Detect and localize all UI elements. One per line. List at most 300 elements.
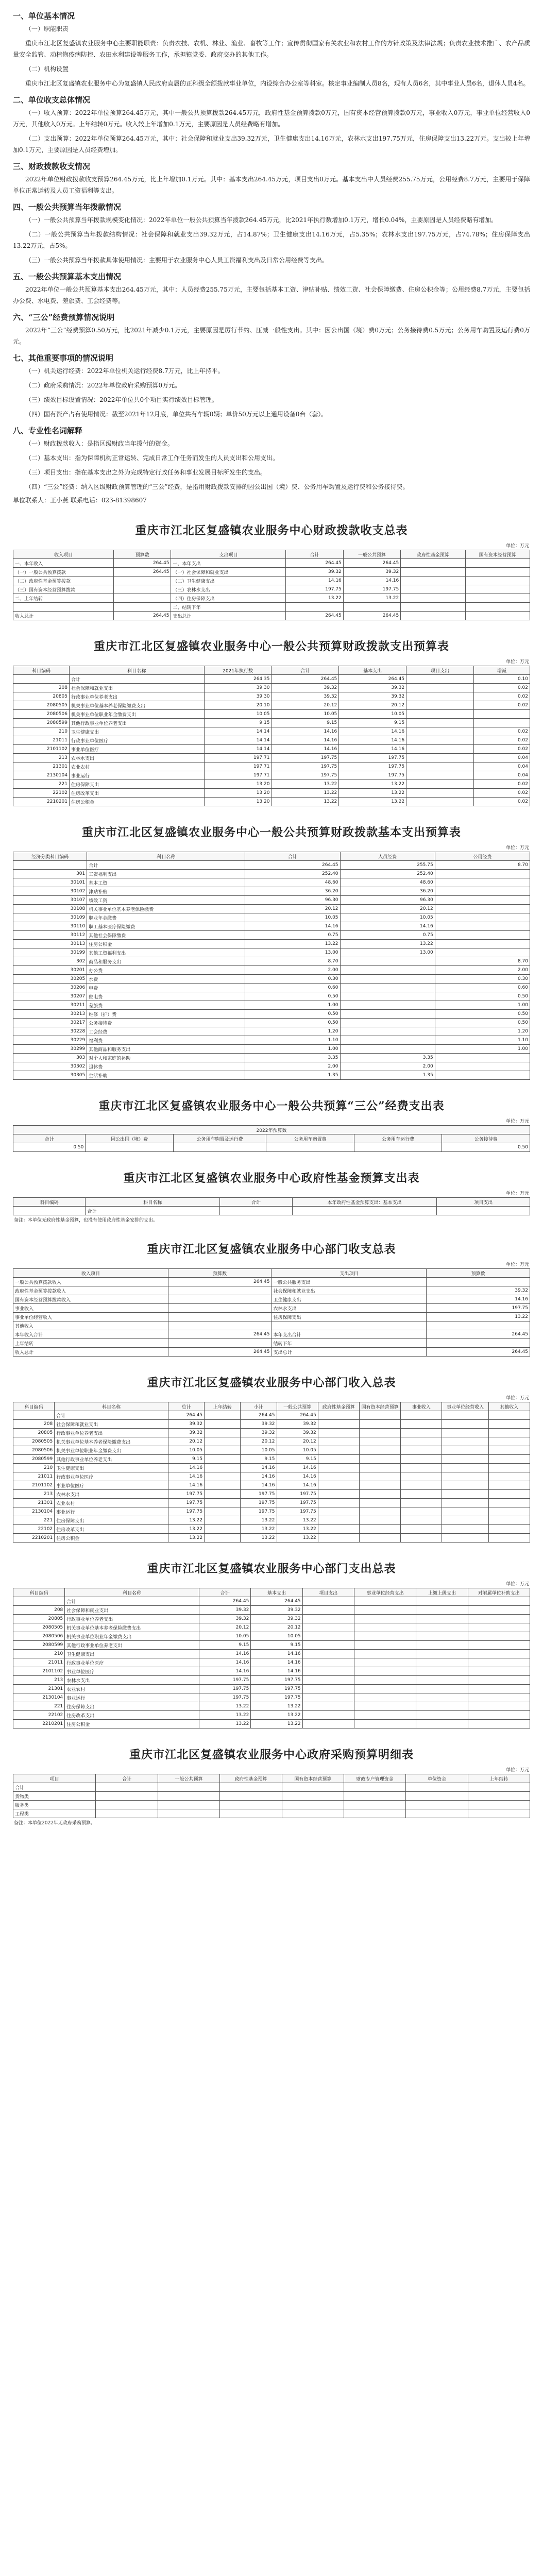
table-cell — [435, 940, 530, 948]
table-cell: 0.50 — [245, 1010, 340, 1019]
table-cell — [406, 701, 474, 710]
table-cell — [354, 1143, 442, 1152]
table-cell — [318, 1455, 359, 1464]
table-cell: 合计 — [65, 1597, 199, 1606]
table-cell — [488, 1516, 530, 1525]
table-cell: 264.45 — [114, 612, 171, 620]
table-cell: 30211 — [13, 1001, 87, 1010]
table-cell — [442, 1516, 488, 1525]
table-row — [13, 878, 530, 887]
column-header: 基本支出 — [339, 666, 406, 675]
table-cell: 14.16 — [277, 1472, 318, 1481]
table-cell — [468, 1667, 530, 1676]
table-cell: 13.22 — [168, 1525, 204, 1534]
table-cell — [340, 1010, 435, 1019]
table-unit: 单位：万元 — [505, 1768, 529, 1773]
table-cell: 13.22 — [272, 780, 339, 789]
table-cell: 3.35 — [340, 1054, 435, 1062]
table-cell — [318, 1464, 359, 1472]
table-row — [13, 1054, 530, 1062]
table-row — [13, 1783, 530, 1792]
table-cell: 197.75 — [277, 1507, 318, 1516]
table-cell: 13.22 — [272, 798, 339, 806]
table-cell: 39.30 — [204, 692, 272, 701]
table-cell — [205, 1525, 241, 1534]
table-cell: 21011 — [13, 1472, 55, 1481]
table-year-header: 2022年预算数 — [13, 1126, 530, 1134]
table-row — [13, 1019, 530, 1027]
table-cell: 14.16 — [241, 1481, 277, 1490]
table-row — [13, 870, 530, 878]
table-note: 备注：本单位无政府性基金预算，也没有使用政府性基金安排的支出。 — [14, 1218, 158, 1223]
table-cell: 264.45 — [199, 1597, 251, 1606]
table-block-7 — [13, 1374, 530, 1543]
table-cell — [435, 931, 530, 940]
table-cell — [272, 1321, 427, 1330]
table-cell: 1.00 — [245, 1001, 340, 1010]
table-header-row — [13, 1269, 530, 1278]
table-title: 重庆市江北区复盛镇农业服务中心政府采购预算明细表 — [129, 1748, 414, 1761]
section-paragraph: （四）“三公”经费：纳入区级财政预算管理的“三公”经费，是指用财政拨款安排的因公出国（境）费、公务用车购置及运行费和公务接待费。 — [25, 483, 409, 490]
table-cell: 农林水支出 — [70, 754, 205, 762]
table-cell: 21301 — [13, 1685, 65, 1693]
table-cell: 264.45 — [286, 612, 343, 620]
table-cell — [340, 1036, 435, 1045]
table-cell: 39.32 — [199, 1606, 251, 1615]
column-header: 公务用车购置费 — [266, 1134, 354, 1143]
column-header: 科目编码 — [13, 1198, 86, 1207]
section-paragraph: （三）项目支出：指在基本支出之外为完成特定行政任务和事业发展目标所发生的支出。 — [25, 469, 267, 476]
table-cell: 14.16 — [339, 736, 406, 745]
table-cell — [488, 1437, 530, 1446]
table-cell: 1.35 — [340, 1071, 435, 1080]
table-cell — [406, 771, 474, 780]
table-cell — [220, 1801, 282, 1809]
table-cell: 1.00 — [435, 1001, 530, 1010]
table-row — [13, 1702, 530, 1711]
table-cell: 210 — [13, 1464, 55, 1472]
table-cell — [354, 1658, 416, 1667]
table-row — [13, 1036, 530, 1045]
table-cell: 264.35 — [204, 675, 272, 684]
table-cell: 264.45 — [277, 1411, 318, 1420]
table-cell: 0.02 — [473, 684, 530, 692]
table-cell — [401, 1525, 442, 1534]
table-cell: 2080506 — [13, 710, 70, 719]
table-cell: 农业农村 — [70, 762, 205, 771]
table-cell: 事业单位医疗 — [65, 1667, 199, 1676]
table-cell: 30207 — [13, 992, 87, 1001]
table-cell — [340, 966, 435, 975]
table-cell — [205, 1411, 241, 1420]
table-row — [13, 1693, 530, 1702]
table-cell: 252.40 — [245, 870, 340, 878]
table-cell: 卫生健康支出 — [70, 727, 205, 736]
table-cell: 301 — [13, 870, 87, 878]
table-cell — [401, 1429, 442, 1437]
section-paragraph: （一）一般公共预算当年拨款规模变化情况：2022年单位一般公共预算当年拨款264.45万元，比2021年执行数增加0.1万元，增长0.04%，主要原因是人员经费略有增加。 — [25, 216, 498, 224]
table-cell — [468, 1641, 530, 1650]
table-cell: 303 — [13, 1054, 87, 1062]
table-cell — [302, 1615, 354, 1623]
column-header: 财政专户管理资金 — [344, 1774, 405, 1783]
table-cell: 事业单位经营收入 — [13, 1313, 168, 1321]
table-cell — [468, 1809, 530, 1818]
table-cell — [205, 1446, 241, 1455]
table-cell: 39.32 — [427, 1286, 530, 1295]
table-cell: 39.32 — [277, 1420, 318, 1429]
table-cell — [435, 896, 530, 905]
table-cell: 住房公积金 — [65, 1720, 199, 1728]
table-cell — [302, 1685, 354, 1693]
table-cell: 其他行政事业单位养老支出 — [70, 719, 205, 727]
column-header: 支出项目 — [272, 1269, 427, 1278]
section-heading: 六、“三公”经费预算情况说明 — [13, 313, 115, 322]
table-row — [13, 789, 530, 798]
table-cell — [416, 1711, 468, 1720]
table-cell: 机关事业单位职业年金缴费支出 — [55, 1446, 168, 1455]
table-cell: 30229 — [13, 1036, 87, 1045]
table-title: 重庆市江北区复盛镇农业服务中心部门收入总表 — [147, 1376, 396, 1389]
table-cell: 30110 — [13, 922, 87, 931]
table-cell — [359, 1420, 400, 1429]
table-cell — [435, 905, 530, 913]
table-cell: 差旅费 — [87, 1001, 245, 1010]
table-cell: 0.02 — [473, 789, 530, 798]
table-cell: 合计 — [70, 675, 205, 684]
table-cell: 197.71 — [204, 754, 272, 762]
table-cell — [302, 1693, 354, 1702]
table-cell: 30101 — [13, 878, 87, 887]
table-block-2 — [13, 638, 530, 806]
table-cell: 13.20 — [204, 789, 272, 798]
table-cell — [442, 1490, 488, 1499]
table-cell — [401, 1490, 442, 1499]
table-cell: 14.16 — [427, 1295, 530, 1304]
column-header: 收入项目 — [13, 550, 114, 559]
table-cell: 96.30 — [340, 896, 435, 905]
table-cell — [401, 1499, 442, 1507]
table-cell: 264.45 — [427, 1330, 530, 1339]
table-row — [13, 754, 530, 762]
table-cell — [205, 1420, 241, 1429]
table-row — [13, 736, 530, 745]
table-cell — [406, 736, 474, 745]
table-cell: 30102 — [13, 887, 87, 896]
table-cell: 14.16 — [251, 1658, 302, 1667]
section-paragraph: （三）一般公共预算当年拨款具体使用情况：主要用于农业服务中心人员工资福利支出及日常公用经费等支出。 — [25, 257, 329, 264]
table-cell — [318, 1420, 359, 1429]
table-cell: 0.10 — [473, 675, 530, 684]
table-cell — [286, 603, 343, 612]
column-header: 本年政府性基金预算支出：基本支出 — [292, 1198, 437, 1207]
table-cell: 9.15 — [168, 1455, 204, 1464]
table-cell: 1.00 — [435, 1045, 530, 1054]
table-cell: 卫生健康支出 — [65, 1650, 199, 1658]
table-cell — [442, 1437, 488, 1446]
table-cell — [416, 1641, 468, 1650]
table-cell: （四）住房保障支出 — [171, 594, 286, 603]
section-paragraph: （二）支出预算：2022年单位预算264.45万元，其中：社会保障和就业支出39.32万元，卫生健康支出14.16万元，农林水支出197.75万元，住房保障支出13.22万元。支出较上年增加0.1万元，主要原因是人员经费增加。 — [13, 135, 530, 154]
table-cell: 264.45 — [168, 1278, 272, 1286]
table-cell: 收入总计 — [13, 1348, 168, 1357]
table-cell: 36.20 — [245, 887, 340, 896]
table-cell: 商品和服务支出 — [87, 957, 245, 966]
table-cell — [416, 1667, 468, 1676]
table-cell: 39.32 — [251, 1606, 302, 1615]
table-block-4 — [13, 1097, 530, 1152]
table-cell — [406, 727, 474, 736]
table-cell — [488, 1507, 530, 1516]
table-block-6 — [13, 1241, 530, 1357]
table-cell: 行政事业单位养老支出 — [55, 1429, 168, 1437]
table-cell — [435, 913, 530, 922]
table-row — [13, 1711, 530, 1720]
table-row — [13, 1801, 530, 1809]
table-cell: 基本工资 — [87, 878, 245, 887]
table-row — [13, 594, 530, 603]
table-block-1 — [13, 522, 530, 620]
table-cell — [205, 1455, 241, 1464]
column-header: 经济分类科目编码 — [13, 852, 87, 861]
table-cell: 0.50 — [442, 1143, 530, 1152]
table-cell — [340, 1045, 435, 1054]
table-cell: 邮电费 — [87, 992, 245, 1001]
table-cell: 1.20 — [245, 1027, 340, 1036]
table-cell — [401, 1455, 442, 1464]
table-cell — [406, 762, 474, 771]
table-cell — [465, 577, 530, 585]
table-cell: 1.35 — [245, 1071, 340, 1080]
table-cell — [401, 1464, 442, 1472]
table-cell — [359, 1455, 400, 1464]
table-cell: 本年支出合计 — [272, 1330, 427, 1339]
table-cell — [318, 1490, 359, 1499]
table-cell — [168, 1321, 272, 1330]
column-header: 事业单位经营支出 — [354, 1588, 416, 1597]
table-cell: 2.00 — [245, 966, 340, 975]
table-cell — [401, 1481, 442, 1490]
table-cell: 1.10 — [435, 1036, 530, 1045]
table-cell — [442, 1507, 488, 1516]
column-header: 项目支出 — [406, 666, 474, 675]
table-cell: 合计 — [86, 1207, 220, 1215]
table-cell — [442, 1455, 488, 1464]
table-unit: 单位：万元 — [505, 1262, 529, 1267]
table-cell — [302, 1641, 354, 1650]
table-cell: 14.16 — [277, 1464, 318, 1472]
column-header: 上年结转 — [468, 1774, 530, 1783]
table-cell: 30299 — [13, 1045, 87, 1054]
table-row — [13, 1045, 530, 1054]
column-header: 一般公共预算 — [277, 1402, 318, 1411]
table-cell: 264.45 — [241, 1411, 277, 1420]
table-cell: 二、上年结转 — [13, 594, 114, 603]
table-cell — [86, 1143, 174, 1152]
column-header: 小计 — [241, 1402, 277, 1411]
table-row — [13, 1143, 530, 1152]
table-cell: 办公费 — [87, 966, 245, 975]
table-cell — [354, 1650, 416, 1658]
table-cell — [468, 1783, 530, 1792]
table-cell — [435, 1054, 530, 1062]
table-cell — [465, 603, 530, 612]
table-row — [13, 975, 530, 984]
table-cell: 事业单位医疗 — [55, 1481, 168, 1490]
table-cell: 公务接待费 — [87, 1019, 245, 1027]
table-cell: 213 — [13, 1676, 65, 1685]
table-title: 重庆市江北区复盛镇农业服务中心政府性基金预算支出表 — [123, 1172, 420, 1185]
table-cell — [354, 1632, 416, 1641]
table-cell — [401, 1437, 442, 1446]
table-row — [13, 966, 530, 975]
table-unit: 单位：万元 — [505, 1582, 529, 1587]
section-paragraph: 重庆市江北区复盛镇农业服务中心主要职能职责：负责农技、农机、林业、渔业、畜牧等工作；宣传贯彻国家有关农业和农村工作的方针政策及法律法规；负责农业技术推广、农产品质量安全监管、动植物疫病防控、农田水利建设等服务工作，承担镇党委、政府交办的其他工作。 — [13, 40, 530, 58]
table-cell — [442, 1464, 488, 1472]
table-cell: 30113 — [13, 940, 87, 948]
table-cell — [401, 1411, 442, 1420]
table-header-row — [13, 1402, 530, 1411]
table-cell: 8.70 — [435, 957, 530, 966]
table-cell: 事业单位医疗 — [70, 745, 205, 754]
table-cell: 合计 — [13, 1783, 96, 1792]
table-cell — [354, 1711, 416, 1720]
column-header: 预算数 — [427, 1269, 530, 1278]
section-heading: 三、财政拨款收支情况 — [13, 162, 91, 171]
table-cell: 住房改革支出 — [55, 1525, 168, 1534]
table-cell: 14.16 — [251, 1650, 302, 1658]
table-cell: 264.45 — [427, 1348, 530, 1357]
table-cell — [435, 878, 530, 887]
table-cell — [359, 1525, 400, 1534]
table-cell: 其他行政事业单位养老支出 — [65, 1641, 199, 1650]
table-cell: 0.50 — [435, 1010, 530, 1019]
table-row — [13, 896, 530, 905]
table-cell — [354, 1606, 416, 1615]
table-cell: 197.75 — [251, 1676, 302, 1685]
table-cell: 13.22 — [286, 594, 343, 603]
table-cell — [302, 1623, 354, 1632]
table-header-row — [13, 1774, 530, 1783]
section-heading: 二、单位收支总体情况 — [13, 95, 91, 105]
table-cell — [359, 1499, 400, 1507]
table-cell — [406, 1792, 468, 1801]
table-cell: 0.02 — [473, 780, 530, 789]
section-paragraph: （三）绩效目标设置情况：2022年单位共0个项目实行绩效目标管理。 — [25, 396, 218, 403]
table-cell: 0.30 — [435, 975, 530, 984]
table-cell — [465, 585, 530, 594]
table-cell: 264.45 — [168, 1330, 272, 1339]
table-cell — [354, 1615, 416, 1623]
table-cell — [359, 1481, 400, 1490]
table-row — [13, 771, 530, 780]
table-row — [13, 931, 530, 940]
table-cell: 13.22 — [339, 780, 406, 789]
table-cell: （三）农林水支出 — [171, 585, 286, 594]
table-cell — [354, 1623, 416, 1632]
table-cell: 30302 — [13, 1062, 87, 1071]
table-row — [13, 612, 530, 620]
table-cell: 住房改革支出 — [70, 789, 205, 798]
table-cell: 2130104 — [13, 1507, 55, 1516]
column-header: 科目名称 — [65, 1588, 199, 1597]
table-cell — [13, 861, 87, 870]
table-cell: 0.50 — [435, 1019, 530, 1027]
table-row — [13, 1597, 530, 1606]
table-cell — [406, 692, 474, 701]
table-cell — [437, 1207, 530, 1215]
table-cell: 13.22 — [277, 1516, 318, 1525]
column-header: 公务用车运行费 — [354, 1134, 442, 1143]
table-cell — [468, 1632, 530, 1641]
table-cell — [468, 1720, 530, 1728]
table-cell: 20.12 — [241, 1437, 277, 1446]
table-cell: 0.60 — [245, 984, 340, 992]
table-cell: 住房保障支出 — [70, 780, 205, 789]
table-row — [13, 1295, 530, 1304]
table-cell: 住房公积金 — [87, 940, 245, 948]
table-cell: 13.20 — [204, 798, 272, 806]
table-cell: 一般公共预算拨款收入 — [13, 1278, 168, 1286]
table-row — [13, 1286, 530, 1295]
table-cell: 9.15 — [277, 1455, 318, 1464]
table-t4 — [13, 1125, 530, 1152]
table-cell: 13.22 — [199, 1711, 251, 1720]
table-block-8 — [13, 1560, 530, 1728]
table-title: 重庆市江北区复盛镇农业服务中心财政拨款收支总表 — [135, 524, 408, 537]
table-cell: 0.50 — [13, 1143, 86, 1152]
table-row — [13, 745, 530, 754]
table-cell: 农业农村 — [55, 1499, 168, 1507]
table-cell: 221 — [13, 1702, 65, 1711]
table-cell — [488, 1429, 530, 1437]
table-cell: （三）国有资本经营预算拨款 — [13, 585, 114, 594]
table-cell: 收入总计 — [13, 612, 114, 620]
table-cell — [435, 948, 530, 957]
section-paragraph: （四）国有资产占有使用情况：截至2021年12月底，单位共有车辆0辆；单价50万元以上通用设备0台（套）。 — [25, 411, 328, 418]
table-row — [13, 1615, 530, 1623]
table-row — [13, 984, 530, 992]
table-row — [13, 1429, 530, 1437]
table-cell: 14.16 — [168, 1481, 204, 1490]
section-heading: 五、一般公共预算基本支出情况 — [13, 272, 122, 281]
table-cell: 14.16 — [168, 1464, 204, 1472]
table-row — [13, 1685, 530, 1693]
table-cell: 工会经费 — [87, 1027, 245, 1036]
table-title: 重庆市江北区复盛镇农业服务中心部门支出总表 — [147, 1562, 396, 1575]
table-row — [13, 585, 530, 594]
table-row — [13, 1490, 530, 1499]
table-t2 — [13, 666, 530, 806]
table-cell — [318, 1534, 359, 1543]
table-cell — [468, 1650, 530, 1658]
table-row — [13, 1001, 530, 1010]
table-cell — [354, 1720, 416, 1728]
table-cell: 197.75 — [277, 1490, 318, 1499]
table-cell: 14.16 — [286, 577, 343, 585]
table-cell — [96, 1809, 158, 1818]
table-cell: 13.22 — [251, 1711, 302, 1720]
table-cell — [13, 675, 70, 684]
table-title: 重庆市江北区复盛镇农业服务中心一般公共预算“三公”经费支出表 — [98, 1099, 445, 1113]
table-cell — [354, 1597, 416, 1606]
table-row — [13, 701, 530, 710]
table-row — [13, 719, 530, 727]
table-row — [13, 559, 530, 568]
table-cell — [205, 1507, 241, 1516]
table-cell — [344, 1783, 405, 1792]
table-cell — [13, 1597, 65, 1606]
